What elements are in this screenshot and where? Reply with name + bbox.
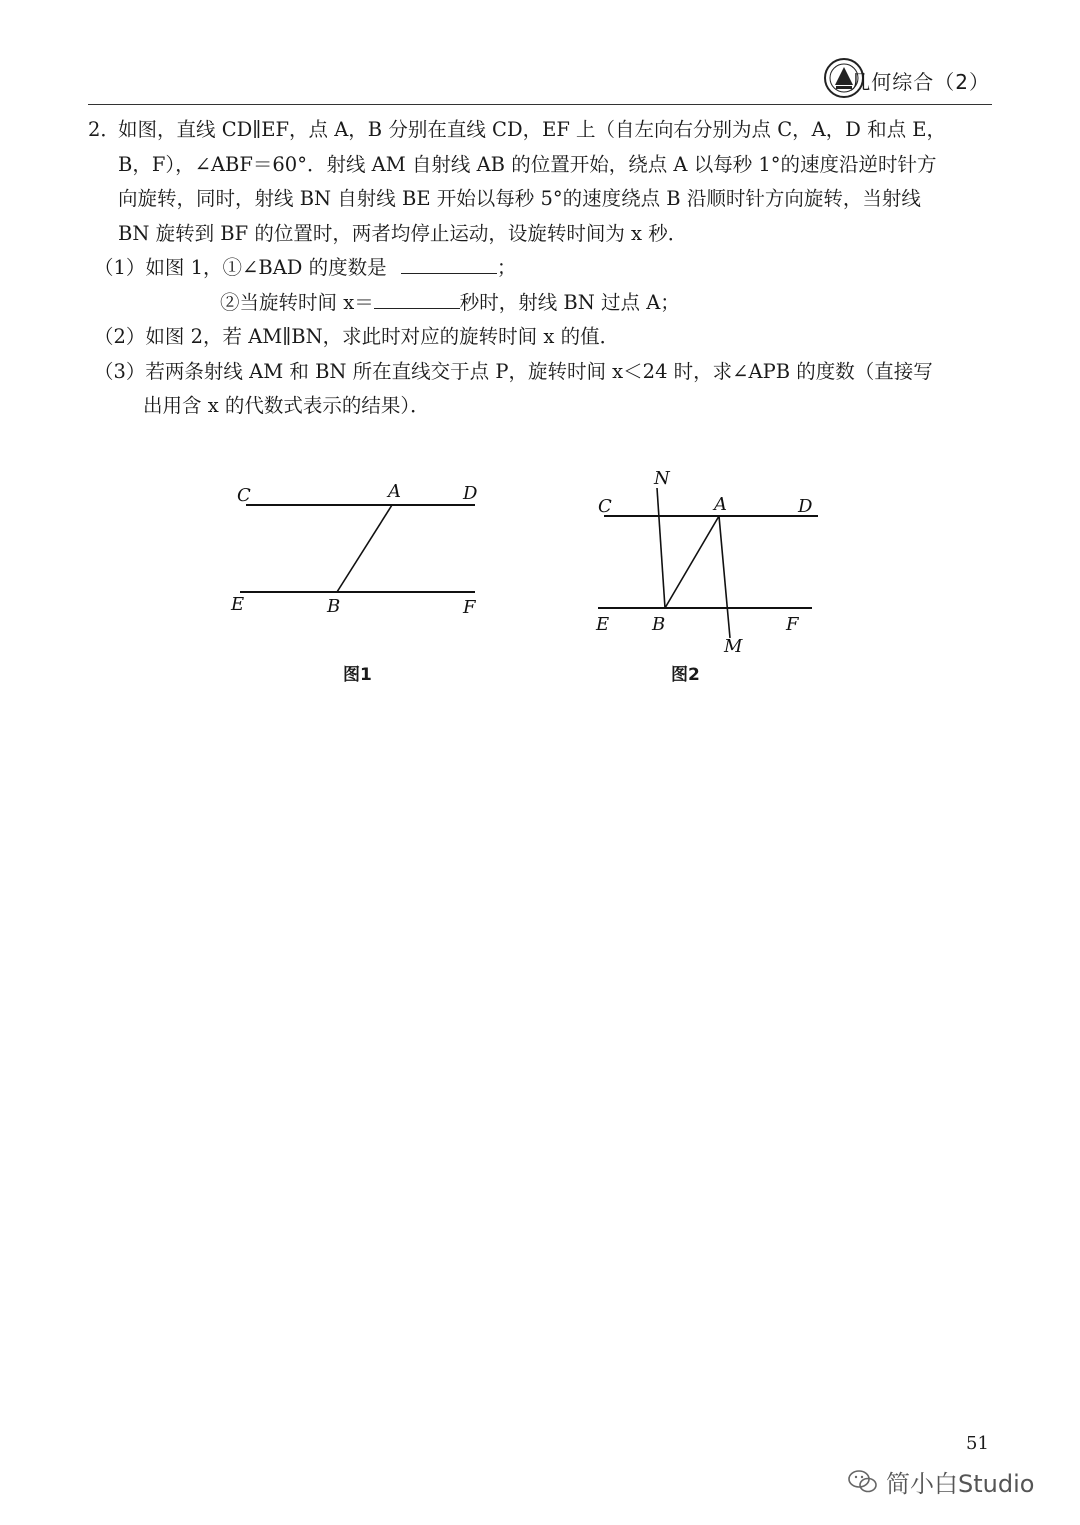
watermark <box>848 1464 1034 1499</box>
problem-line: 2．如图，直线 CD∥EF，点 A，B 分别在直线 CD，EF 上（自左向右分别为点 C，A，D 和点 E， <box>88 113 998 148</box>
question-3: （3）若两条射线 AM 和 BN 所在直线交于点 P，旋转时间 x＜24 时，求∠APB 的度数（直接写 <box>94 359 933 383</box>
label-f: F <box>786 614 799 635</box>
page-header <box>88 52 992 105</box>
question-1b: ②当旋转时间 x＝ 秒时，射线 BN 过点 A； <box>220 290 680 314</box>
answer-blank-1[interactable] <box>401 255 497 274</box>
label-m: M <box>724 636 743 657</box>
ray-am <box>719 516 730 638</box>
figure-1 <box>225 475 495 629</box>
segment-ab <box>665 516 719 608</box>
label-c: C <box>598 496 612 517</box>
segment-ab <box>337 505 392 592</box>
wechat-icon <box>848 1469 878 1495</box>
label-b: B <box>327 596 341 617</box>
label-a: A <box>388 481 401 502</box>
header-title: 几何综合（2） <box>850 70 990 94</box>
watermark-text: 简小白Studio <box>886 1470 1035 1498</box>
label-e: E <box>596 614 610 635</box>
question-3-cont: 出用含 x 的代数式表示的结果）． <box>143 394 430 417</box>
question-2: （2）如图 2，若 AM∥BN，求此时对应的旋转时间 x 的值． <box>94 325 620 348</box>
figure-1-diagram <box>225 475 495 625</box>
label-e: E <box>231 594 245 615</box>
problem-line: B，F），∠ABF＝60°．射线 AM 自射线 AB 的位置开始，绕点 A 以每秒 1°的速度沿逆时针方 <box>118 152 937 176</box>
figure-2 <box>590 462 830 666</box>
figure-2-caption: 图2 <box>671 665 700 685</box>
page-number: 51 <box>966 1433 989 1454</box>
label-c: C <box>237 485 251 506</box>
problem-line: 向旋转，同时，射线 BN 自射线 BE 开始以每秒 5°的速度绕点 B 沿顺时针方向旋转，当射线 <box>118 187 921 210</box>
label-b: B <box>652 614 666 635</box>
label-n: N <box>654 468 670 489</box>
label-a: A <box>714 494 727 515</box>
problem-line: BN 旋转到 BF 的位置时，两者均停止运动，设旋转时间为 x 秒． <box>118 221 688 245</box>
question-1a: （1）如图 1，①∠BAD 的度数是 ； <box>94 256 517 279</box>
label-d: D <box>463 483 478 504</box>
label-d: D <box>798 496 813 517</box>
problem-number: 2． <box>88 118 120 141</box>
figure-2-diagram <box>590 462 830 662</box>
ray-bn <box>657 488 665 608</box>
label-f: F <box>463 597 476 618</box>
figure-1-caption: 图1 <box>343 665 372 685</box>
problem-text <box>88 113 998 424</box>
answer-blank-2[interactable] <box>374 290 460 309</box>
